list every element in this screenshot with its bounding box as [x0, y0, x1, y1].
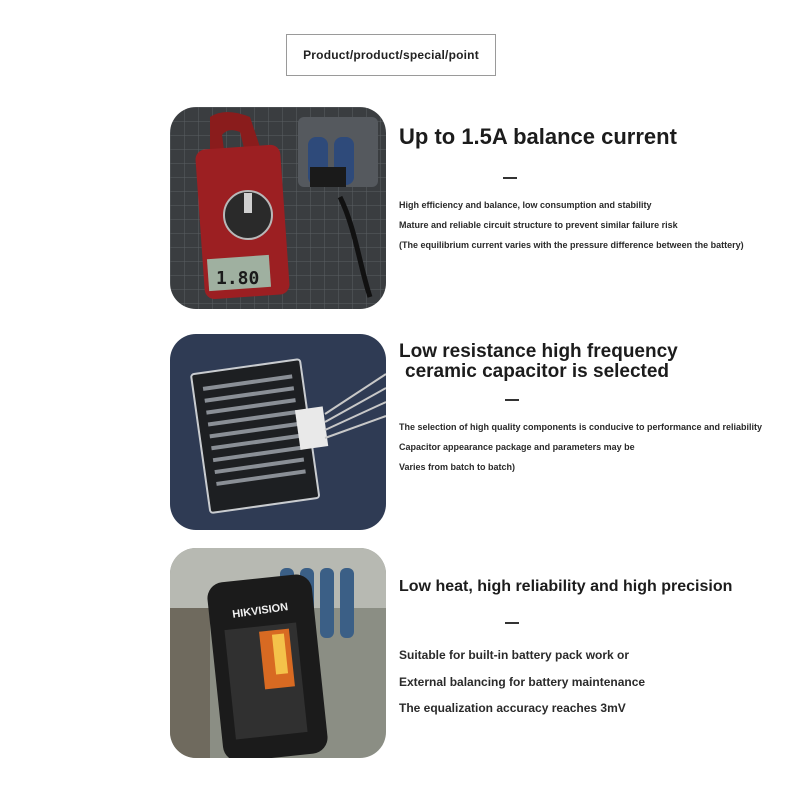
section-3-line-3: The equalization accuracy reaches 3mV [399, 701, 626, 715]
section-3-line-2: External balancing for battery maintenance [399, 675, 646, 689]
section-1-line-3: (The equilibrium current varies with the pressure difference between the battery) [399, 240, 744, 250]
section-3-title: Low heat, high reliability and high precision [399, 578, 733, 595]
section-3-line-1: Suitable for built-in battery pack work or [399, 648, 630, 662]
section-2-title-line-1: Low resistance high frequency [399, 341, 678, 362]
thermal-camera-photo [170, 548, 386, 758]
section-1-divider [503, 177, 517, 179]
section-2-line-2: Capacitor appearance package and parameters may be [399, 442, 635, 452]
camera-brand-label: HIKVISION [231, 601, 289, 621]
section-3-divider [505, 622, 519, 624]
section-2-line-3: Varies from batch to batch) [399, 462, 516, 472]
meter-reading: 1.80 [216, 268, 260, 289]
section-2-divider [505, 399, 519, 401]
header-label-box [286, 34, 496, 76]
pcb-board-photo [170, 334, 386, 530]
header-label: Product/product/special/point [303, 48, 479, 62]
section-2-title-line-2: ceramic capacitor is selected [405, 361, 670, 382]
section-2-line-1: The selection of high quality components is conducive to performance and reliability [399, 422, 763, 432]
clamp-meter-photo [170, 107, 386, 309]
section-1-line-2: Mature and reliable circuit structure to prevent similar failure risk [399, 220, 678, 230]
section-1-line-1: High efficiency and balance, low consumption and stability [399, 200, 652, 210]
section-1-title: Up to 1.5A balance current [399, 124, 677, 149]
